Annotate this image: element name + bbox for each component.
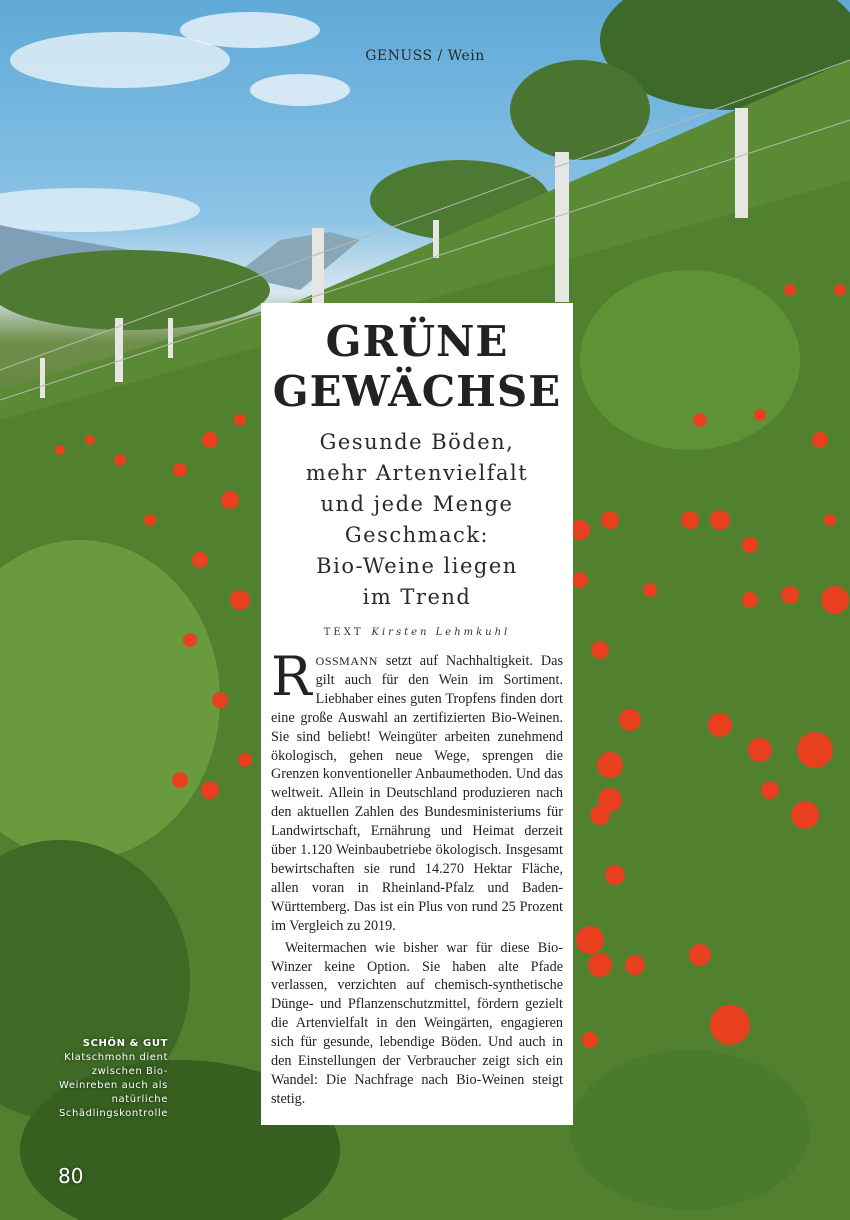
body-paragraph-2: Weitermachen wie bisher war für diese Bio-Winzer keine Option. Sie haben alte Pfade verlassen, verzichten auf chemisch-synthetische Dünge- und Pflanzenschutzmittel, fördern gezielt die Artenvielfalt in den Weingärten, engagieren sich für gesunde, lebendige Böden. Und auch in den Einstellungen der Verbraucher zeigt sich ein Wandel: Die Nachfrage nach Bio-Weinen steigt stetig. <box>271 939 563 1107</box>
article-panel <box>261 303 573 1125</box>
headline <box>271 317 563 417</box>
deck-line-1: Gesunde Böden, <box>319 430 515 454</box>
lead-smallcaps: OSSMANN <box>315 654 378 668</box>
caption-line-4: natürliche <box>111 1094 168 1105</box>
deck <box>271 427 563 613</box>
caption-line-5: Schädlingskontrolle <box>58 1108 168 1119</box>
page-number: 80 <box>58 1164 84 1188</box>
caption-title: SCHÖN & GUT <box>82 1038 168 1049</box>
deck-line-4: Geschmack: <box>344 523 490 547</box>
byline-author: Kirsten Lehmkuhl <box>371 627 511 638</box>
caption-line-1: Klatschmohn dient <box>64 1052 168 1063</box>
dropcap: R <box>271 645 312 708</box>
deck-line-3: und jede Menge <box>320 492 514 516</box>
byline-label: TEXT <box>323 627 364 638</box>
byline <box>271 627 563 638</box>
headline-line-2: GEWÄCHSE <box>272 367 562 416</box>
deck-line-5: Bio-Weine liegen <box>316 554 518 578</box>
caption-line-2: zwischen Bio- <box>91 1066 168 1077</box>
deck-line-6: im Trend <box>362 585 472 609</box>
caption-line-3: Weinreben auch als <box>58 1080 168 1091</box>
headline-line-1: GRÜNE <box>325 317 509 366</box>
photo-caption <box>40 1037 168 1121</box>
section-label: GENUSS / Wein <box>365 48 485 64</box>
deck-line-2: mehr Artenvielfalt <box>305 461 529 485</box>
paragraph-1-text: setzt auf Nachhaltigkeit. Das gilt auch für den Wein im Sortiment. Liebhaber eines guten Tropfens finden dort eine große Auswahl an zertifizierten Bio-Weinen. Sie sind beliebt! Weingüter arbeiten zunehmend ökologisch, gehen neue Wege, sprengen die Grenzen konventioneller Anbaumethoden. Und das weltweit. Allein in Deutschland produzieren nach den aktuellen Zahlen des Bundesministeriums für Landwirtschaft, Ernährung und Heimat derzeit über 1.120 Weinbaubetriebe ökologisch. Insgesamt bewirtschaften sie rund 14.270 Hektar Fläche, allen voran in Rheinland-Pfalz und Baden-Württemberg. Das ist ein Plus von rund 25 Prozent im Vergleich zu 2019. <box>271 653 563 934</box>
body-paragraph-1 <box>271 645 563 936</box>
